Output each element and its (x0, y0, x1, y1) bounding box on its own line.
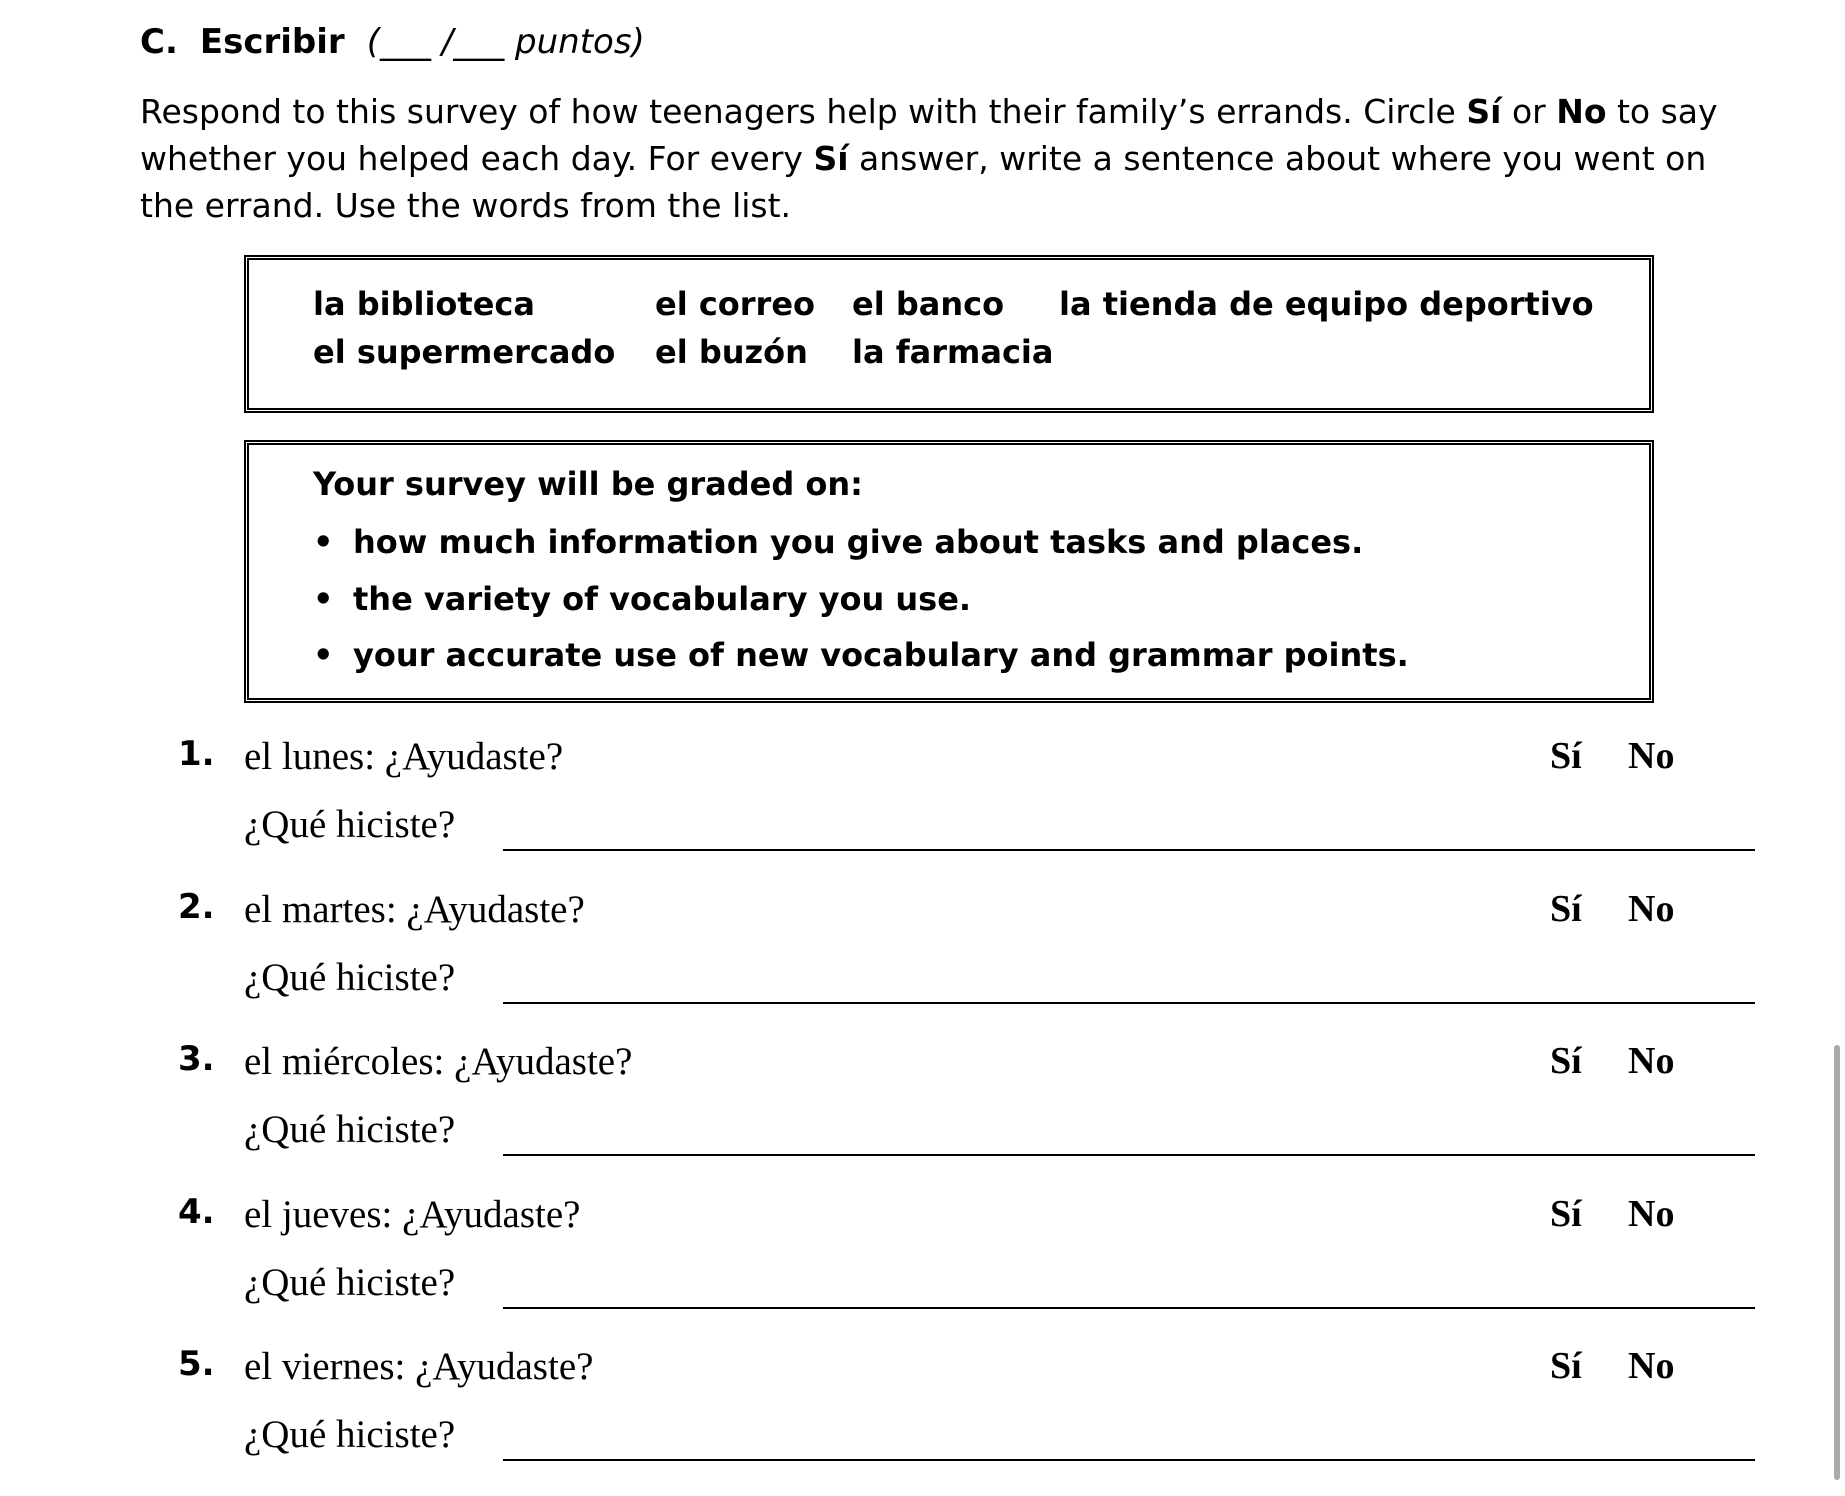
instr-text: answer, write a sentence about where you went on the errand. Use the words from the list. (140, 139, 1707, 225)
word-item: la farmacia (852, 333, 1054, 371)
word-item: la biblioteca (313, 285, 535, 323)
item-number: 4. (178, 1191, 215, 1232)
item-number: 3. (178, 1039, 215, 1079)
bullet-icon: • (313, 636, 334, 674)
answer-si[interactable]: Sí (1550, 1192, 1582, 1235)
section-letter: C. (140, 22, 178, 62)
grading-bullet: how much information you give about tasks and places. (353, 523, 1364, 561)
survey-item (0, 1039, 1845, 1191)
item-number: 5. (178, 1344, 215, 1384)
item-followup: ¿Qué hiciste? (244, 1413, 456, 1456)
answer-si[interactable]: Sí (1550, 735, 1582, 777)
item-question: el viernes: ¿Ayudaste? (244, 1345, 594, 1388)
instr-no: No (1556, 92, 1607, 131)
answer-si[interactable]: Sí (1550, 887, 1582, 930)
item-question: el martes: ¿Ayudaste? (244, 887, 585, 931)
survey-item (0, 1192, 1845, 1344)
word-item: el supermercado (313, 333, 616, 371)
instr-si: Sí (813, 139, 849, 178)
item-followup: ¿Qué hiciste? (244, 1260, 456, 1304)
word-item: el banco (852, 285, 1005, 323)
grading-bullet: your accurate use of new vocabulary and grammar points. (353, 636, 1409, 674)
answer-no[interactable]: No (1628, 1192, 1675, 1235)
item-question: el lunes: ¿Ayudaste? (244, 735, 564, 778)
survey-item (0, 887, 1845, 1039)
word-item: el correo (655, 285, 816, 323)
item-followup: ¿Qué hiciste? (244, 955, 456, 999)
item-followup: ¿Qué hiciste? (244, 803, 456, 846)
section-heading (140, 22, 645, 62)
survey-item (0, 1344, 1845, 1496)
answer-no[interactable]: No (1628, 887, 1675, 930)
answer-line[interactable] (503, 849, 1755, 851)
word-item: la tienda de equipo deportivo (1059, 285, 1594, 323)
answer-no[interactable]: No (1628, 1345, 1675, 1387)
answer-line[interactable] (503, 1154, 1755, 1156)
bullet-icon: • (313, 523, 334, 561)
answer-no[interactable]: No (1628, 735, 1675, 777)
instructions (140, 88, 1740, 229)
survey-item (0, 734, 1845, 886)
item-number: 2. (178, 886, 215, 927)
bullet-icon: • (313, 580, 334, 618)
answer-si[interactable]: Sí (1550, 1040, 1582, 1082)
item-number: 1. (178, 734, 215, 774)
grading-title: Your survey will be graded on: (313, 465, 863, 503)
answer-si[interactable]: Sí (1550, 1345, 1582, 1387)
scrollbar[interactable] (1834, 1045, 1840, 1480)
instr-si: Sí (1466, 92, 1502, 131)
item-followup: ¿Qué hiciste? (244, 1108, 456, 1151)
grading-bullet: the variety of vocabulary you use. (353, 580, 972, 618)
word-item: el buzón (655, 333, 808, 371)
item-question: el jueves: ¿Ayudaste? (244, 1192, 581, 1236)
answer-line[interactable] (503, 1459, 1755, 1461)
instr-text: or (1501, 92, 1557, 131)
item-question: el miércoles: ¿Ayudaste? (244, 1040, 633, 1083)
instr-text: Respond to this survey of how teenagers help with their family’s errands. Circle (140, 92, 1467, 131)
answer-line[interactable] (503, 1307, 1755, 1309)
instr-text: to say whether you helped each day. For every (140, 92, 1718, 178)
points-blank: (___ /___ puntos) (366, 22, 645, 62)
answer-no[interactable]: No (1628, 1040, 1675, 1082)
section-title: Escribir (199, 22, 345, 62)
answer-line[interactable] (503, 1002, 1755, 1004)
